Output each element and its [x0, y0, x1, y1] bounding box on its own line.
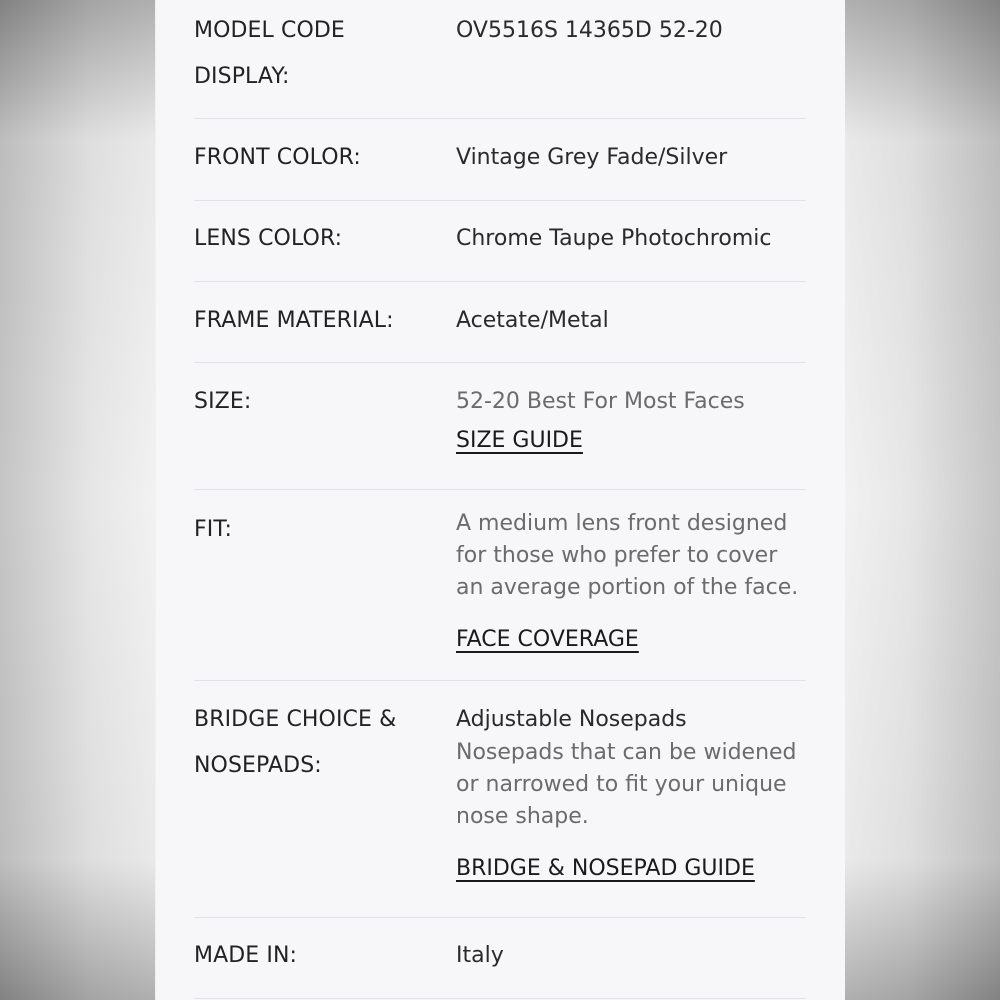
product-specs-panel — [156, 0, 845, 1000]
spec-label-model-code: MODEL CODE DISPLAY: — [194, 18, 345, 89]
spec-row-size — [194, 379, 806, 490]
spec-row-front-color — [194, 135, 806, 201]
spec-row-lens-color — [194, 216, 806, 282]
bridge-nosepad-guide-link[interactable]: BRIDGE & NOSEPAD GUIDE — [456, 856, 755, 881]
spec-label-size: SIZE: — [194, 389, 252, 414]
front-color-value: Vintage Grey Fade/Silver — [456, 145, 728, 170]
size-guide-link[interactable]: SIZE GUIDE — [456, 428, 583, 453]
spec-row-made-in — [194, 933, 806, 999]
spec-label-fit: FIT: — [194, 517, 232, 542]
spec-value-bridge — [456, 697, 806, 885]
made-in-value: Italy — [456, 943, 504, 968]
spec-label-made-in: MADE IN: — [194, 943, 298, 968]
spec-value-front-color — [456, 135, 806, 181]
spec-value-model-code — [456, 8, 806, 54]
bridge-value: Adjustable Nosepads — [456, 707, 687, 732]
face-coverage-link[interactable]: FACE COVERAGE — [456, 627, 639, 652]
spec-value-size — [456, 379, 806, 457]
spec-value-fit — [456, 506, 806, 656]
spec-label-bridge: BRIDGE CHOICE & NOSEPADS: — [194, 707, 397, 778]
left-backdrop — [0, 0, 155, 1000]
spec-label-lens-color: LENS COLOR: — [194, 226, 343, 251]
spec-value-lens-color — [456, 216, 806, 262]
bridge-description: Nosepads that can be widened or narrowed to fit your unique nose shape. — [456, 740, 797, 829]
spec-value-made-in — [456, 933, 806, 979]
spec-row-fit — [194, 506, 806, 681]
spec-label-frame-material: FRAME MATERIAL: — [194, 308, 394, 333]
size-value: 52-20 Best For Most Faces — [456, 389, 745, 414]
spec-row-bridge — [194, 697, 806, 918]
right-backdrop — [845, 0, 1000, 1000]
spec-value-frame-material — [456, 298, 806, 344]
frame-material-value: Acetate/Metal — [456, 308, 609, 333]
fit-description: A medium lens front designed for those who prefer to cover an average portion of the face. — [456, 511, 799, 600]
spec-row-model-code — [194, 8, 806, 119]
lens-color-value: Chrome Taupe Photochromic — [456, 226, 772, 251]
model-code-value: OV5516S 14365D 52-20 — [456, 18, 723, 43]
spec-label-front-color: FRONT COLOR: — [194, 145, 361, 170]
spec-row-frame-material — [194, 298, 806, 363]
